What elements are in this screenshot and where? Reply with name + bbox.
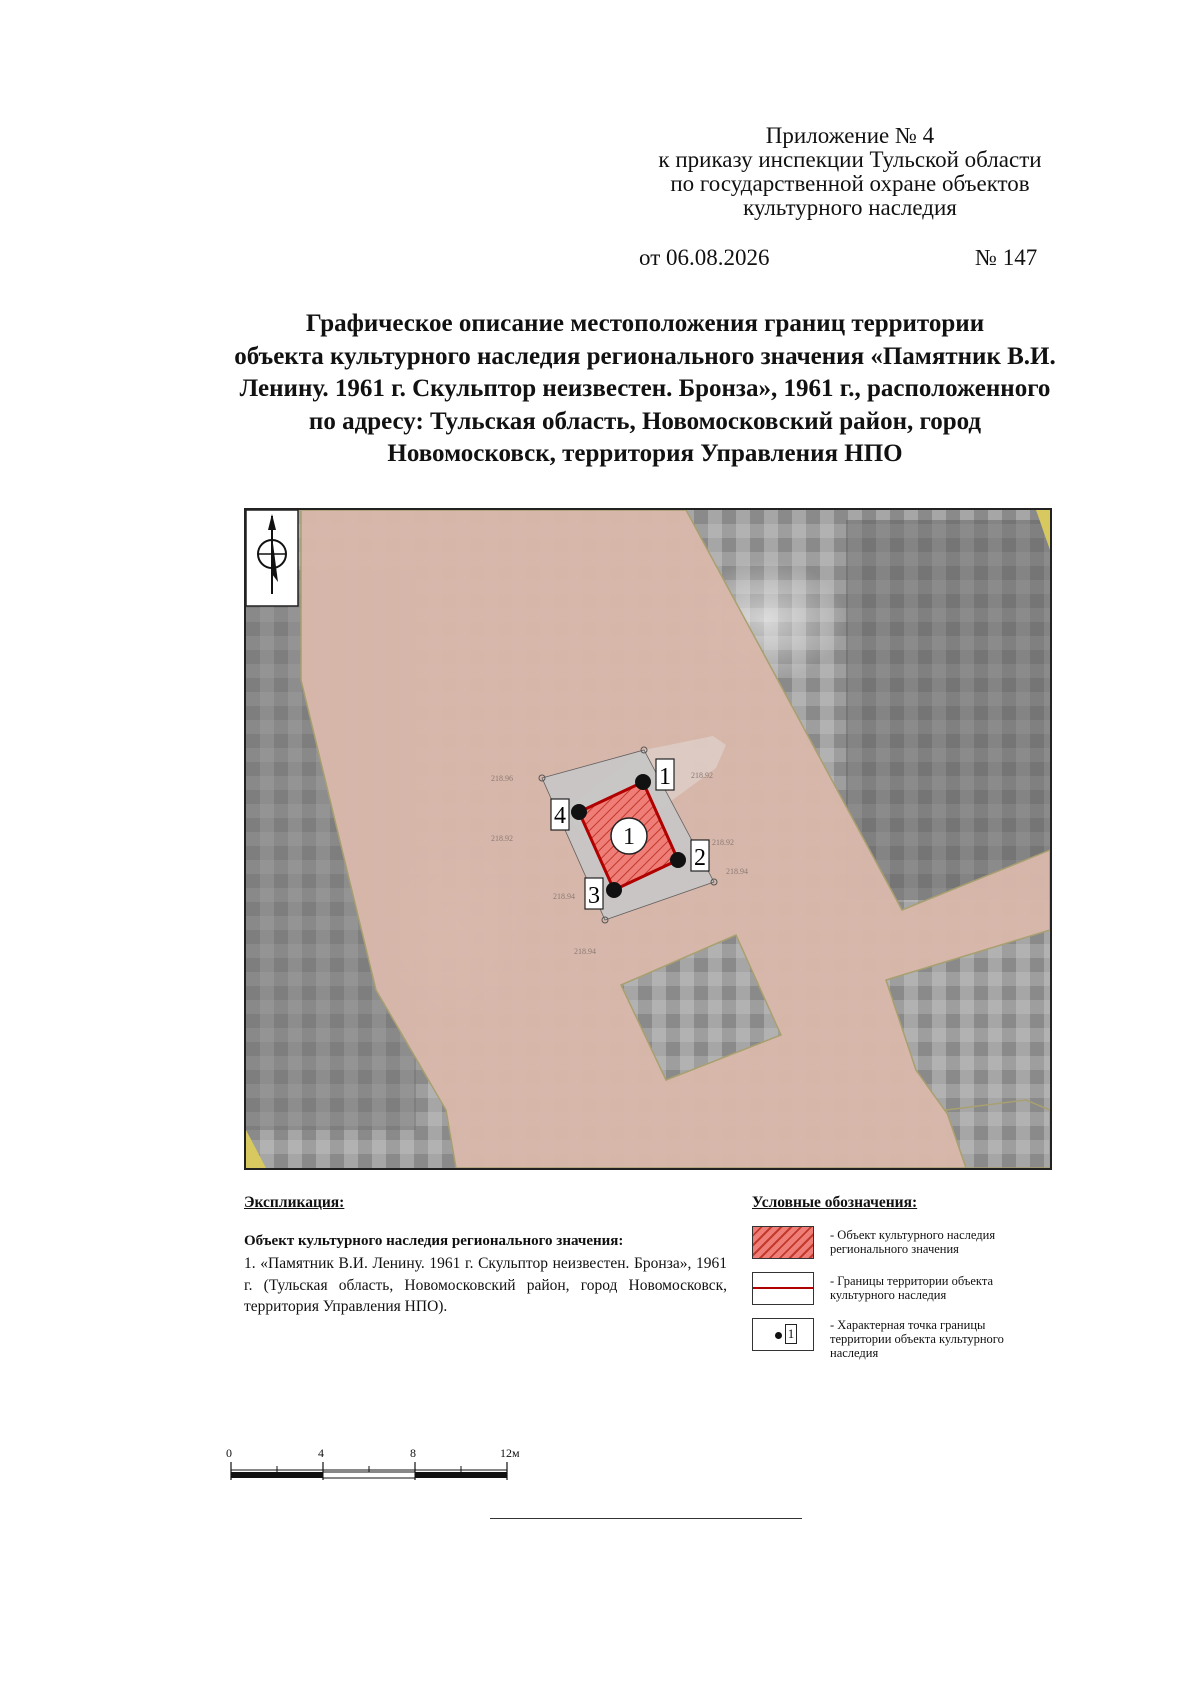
point-label-4: 4 — [554, 803, 566, 829]
elevation-label: 218.96 — [491, 774, 513, 783]
point-label-1: 1 — [659, 764, 671, 790]
elevation-label: 218.92 — [491, 834, 513, 843]
document-title — [160, 308, 1130, 471]
order-number: № 147 — [975, 245, 1038, 270]
scale-bar-graphic — [226, 1460, 526, 1490]
elevation-label: 218.94 — [553, 892, 575, 901]
point-label-3: 3 — [588, 883, 600, 909]
scale-tick-label: 8 — [410, 1446, 416, 1460]
object-number: 1 — [623, 824, 635, 850]
signature-line — [490, 1518, 802, 1519]
title-line: Ленину. 1961 г. Скульптор неизвестен. Бронза», 1961 г., расположенного — [239, 375, 1051, 402]
north-arrow-icon — [246, 510, 298, 606]
title-line: объекта культурного наследия регионального значения «Памятник В.И. — [234, 342, 1056, 370]
red-boundary-line-icon — [752, 1272, 814, 1305]
explication-heading: Объект культурного наследия регионального значения: — [244, 1233, 624, 1249]
title-line: Новомосковск, территория Управления НПО — [387, 440, 903, 467]
order-date: от 06.08.2026 — [639, 245, 770, 270]
elevation-label: 218.92 — [691, 771, 713, 780]
legend-point-sample: 1 — [785, 1324, 797, 1344]
legend-title: Условные обозначения: — [752, 1194, 918, 1211]
order-reference: к приказу инспекции Тульской области — [658, 147, 1042, 172]
imagery-dark-area — [846, 520, 1050, 900]
boundary-point-1 — [635, 774, 651, 790]
elevation-label: 218.92 — [712, 838, 734, 847]
map-frame — [244, 508, 1052, 1170]
legend-label: - Границы территории объекта культурного наследия — [830, 1274, 994, 1302]
boundary-point-3 — [606, 882, 622, 898]
elevation-label: 218.94 — [574, 947, 596, 956]
boundary-point-2 — [670, 852, 686, 868]
boundary-point-icon — [752, 1318, 814, 1351]
hatched-red-fill-icon — [752, 1226, 814, 1259]
order-reference-line3: культурного наследия — [743, 195, 957, 220]
point-label-2: 2 — [694, 845, 706, 871]
appendix-header — [600, 124, 1100, 220]
map-canvas — [246, 510, 1050, 1168]
order-reference-line2: по государственной охране объектов — [670, 171, 1030, 196]
legend-label: - Объект культурного наследия регионального значения — [830, 1228, 996, 1256]
title-line: по адресу: Тульская область, Новомосковский район, город — [308, 407, 982, 435]
scale-tick-label: 0 — [226, 1446, 232, 1460]
explication-title: Экспликация: — [244, 1194, 345, 1211]
appendix-number: Приложение № 4 — [765, 123, 935, 148]
scale-tick-label: 4 — [318, 1446, 324, 1460]
elevation-label: 218.94 — [726, 867, 748, 876]
title-line: Графическое описание местоположения границ территории — [305, 310, 985, 337]
boundary-point-4 — [571, 804, 587, 820]
legend-label: - Характерная точка границы территории объекта культурного наследия — [830, 1318, 1004, 1360]
explication-text: 1. «Памятник В.И. Ленину. 1961 г. Скульптор неизвестен. Бронза», 1961 г. (Тульская область, Новомосковский район, город Новомосковск, территория Управления НПО). — [244, 1255, 727, 1315]
scale-tick-label: 12м — [500, 1446, 520, 1460]
